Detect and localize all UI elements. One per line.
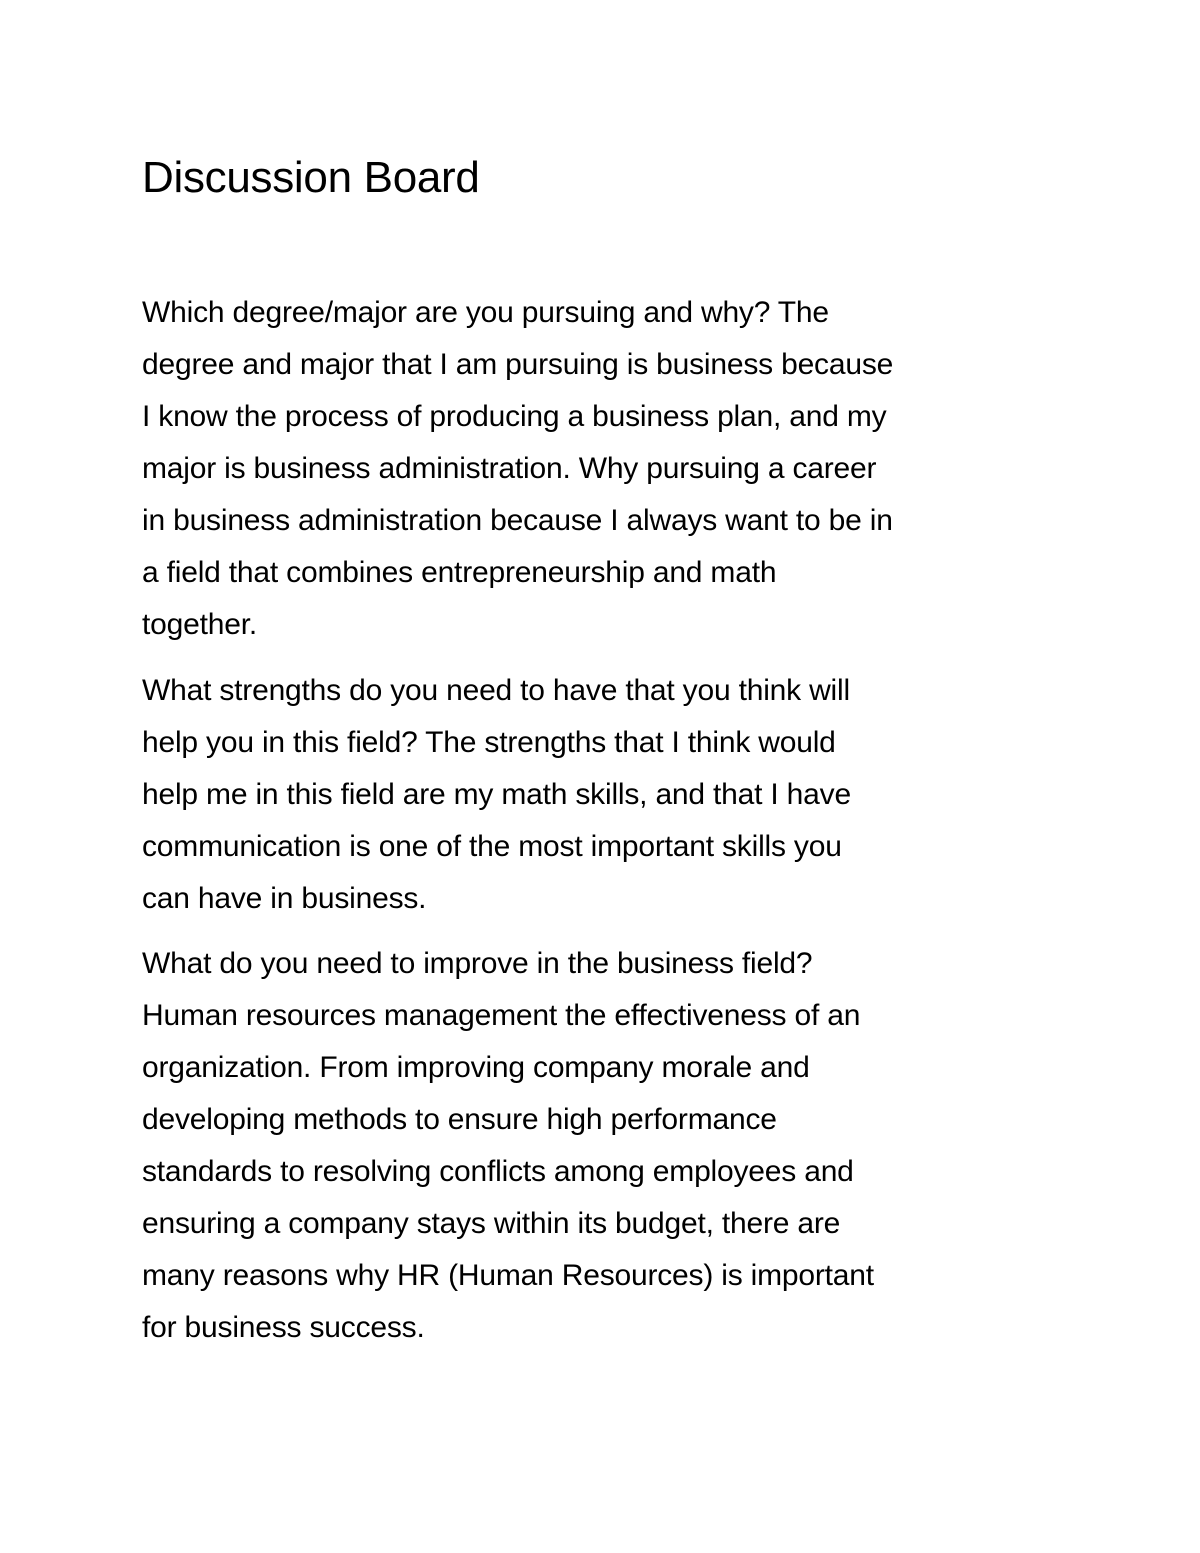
text-line: together. (142, 608, 257, 641)
paragraph-strengths (142, 665, 1072, 925)
paragraph-degree-major (142, 287, 1072, 651)
text-line: for business success. (142, 1311, 425, 1344)
text-line: I know the process of producing a business plan, and my (142, 400, 887, 433)
text-line: ensuring a company stays within its budget, there are (142, 1207, 841, 1240)
paragraph-improvement (142, 938, 1072, 1354)
text-line: many reasons why HR (Human Resources) is important (142, 1259, 874, 1292)
text-line: What strengths do you need to have that you think will (142, 674, 850, 707)
text-line: help you in this field? The strengths that I think would (142, 726, 836, 759)
text-line: can have in business. (142, 882, 427, 915)
text-line: communication is one of the most important skills you (142, 830, 842, 863)
text-line: help me in this field are my math skills, and that I have (142, 778, 851, 811)
text-line: in business administration because I always want to be in (142, 504, 893, 537)
text-line: standards to resolving conflicts among employees and (142, 1155, 854, 1188)
page-title: Discussion Board (142, 153, 480, 202)
text-line: major is business administration. Why pursuing a career (142, 452, 877, 485)
text-line: Human resources management the effectiveness of an (142, 999, 861, 1032)
text-line: What do you need to improve in the business field? (142, 947, 813, 980)
text-line: Which degree/major are you pursuing and why? The (142, 296, 829, 329)
text-line: developing methods to ensure high performance (142, 1103, 777, 1136)
text-line: degree and major that I am pursuing is business because (142, 348, 894, 381)
text-line: organization. From improving company morale and (142, 1051, 810, 1084)
text-line: a field that combines entrepreneurship and math (142, 556, 777, 589)
